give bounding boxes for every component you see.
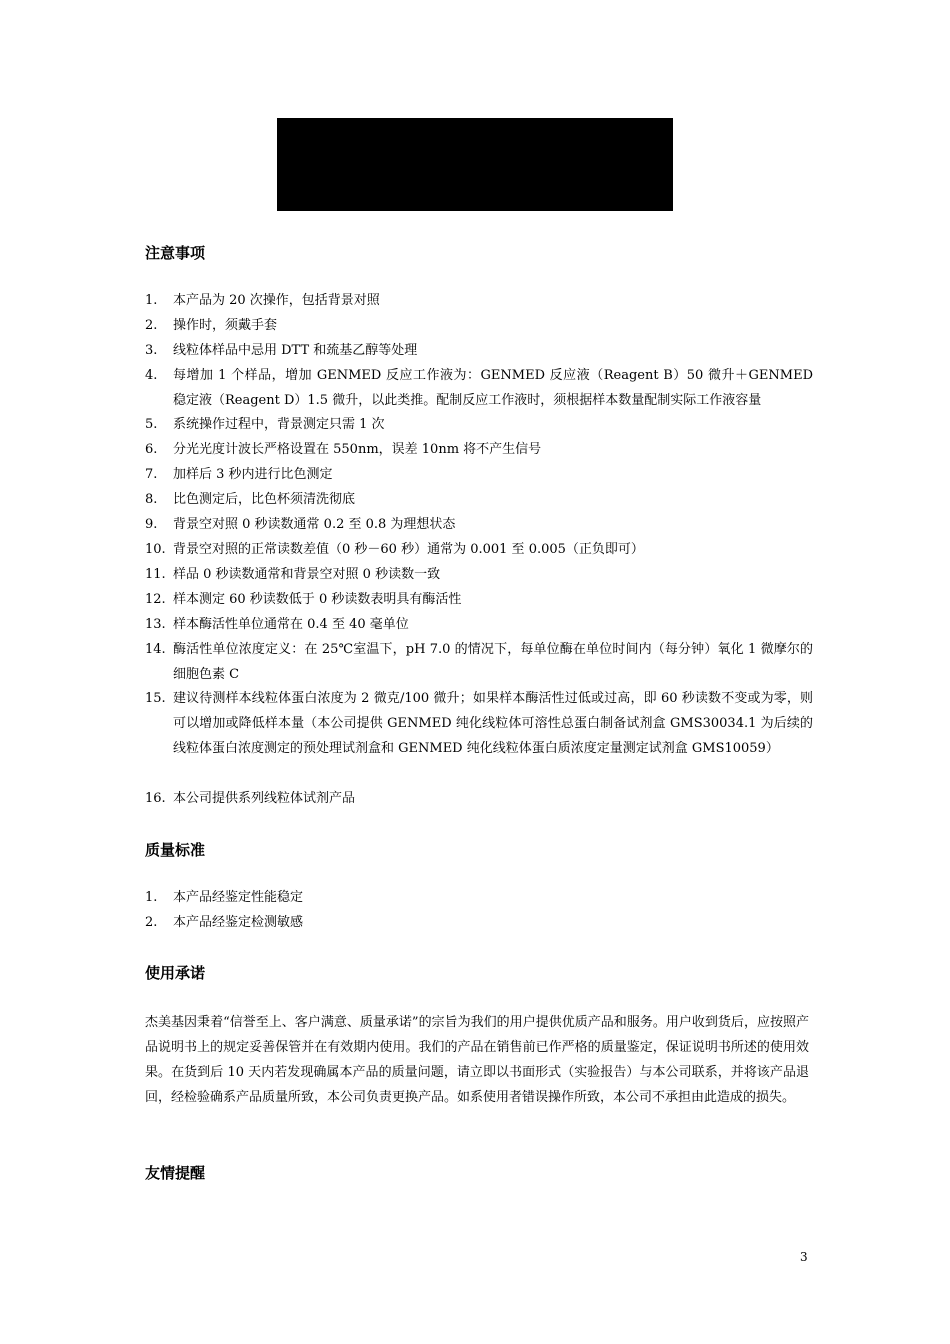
item-number: 3.	[145, 343, 158, 358]
section-heading-commitment: 使用承诺	[145, 964, 206, 982]
section-heading-quality: 质量标准	[145, 841, 206, 859]
item-number: 6.	[145, 442, 158, 457]
item-text: 样本测定 60 秒读数低于 0 秒读数表明具有酶活性	[173, 592, 462, 607]
section-heading-reminder: 友情提醒	[145, 1164, 206, 1182]
item-text: 比色测定后，比色杯须清洗彻底	[173, 492, 356, 507]
item-text: 本公司提供系列线粒体试剂产品	[173, 791, 356, 806]
item-number: 10.	[145, 542, 166, 557]
item-text: 建议待测样本线粒体蛋白浓度为 2 微克/100 微升；如果样本酶活性过低或过高，即 60 秒读数不变或为零，则可以增加或降低样本量（本公司提供 GENMED 纯化线粒体可溶性总蛋白制备试剂盒 GMS30034.1 为后续的线粒体蛋白浓度测定的预处理试剂盒和 GENMED 纯化线粒体蛋白质浓度定量测定试剂盒 GMS10059）	[173, 691, 813, 756]
item-number: 2.	[145, 915, 158, 930]
item-number: 12.	[145, 592, 166, 607]
redacted-header-block	[277, 118, 673, 211]
item-number: 8.	[145, 492, 158, 507]
item-text: 加样后 3 秒内进行比色测定	[173, 467, 333, 482]
item-number: 15.	[145, 691, 166, 706]
section-heading-notes: 注意事项	[145, 244, 206, 262]
item-text: 背景空对照的正常读数差值（0 秒－60 秒）通常为 0.001 至 0.005（正负即可）	[173, 542, 644, 557]
item-text: 操作时，须戴手套	[173, 318, 278, 333]
item-text: 样本酶活性单位通常在 0.4 至 40 毫单位	[173, 617, 409, 632]
item-text: 背景空对照 0 秒读数通常 0.2 至 0.8 为理想状态	[173, 517, 456, 532]
item-number: 1.	[145, 293, 158, 308]
item-text: 分光光度计波长严格设置在 550nm，误差 10nm 将不产生信号	[173, 442, 542, 457]
item-number: 9.	[145, 517, 158, 532]
item-text: 每增加 1 个样品，增加 GENMED 反应工作液为：GENMED 反应液（Reagent B）50 微升＋GENMED 稳定液（Reagent D）1.5 微升，以此类推。配制反应工作液时，须根据样本数量配制实际工作液容量	[173, 368, 813, 408]
item-number: 5.	[145, 417, 158, 432]
item-number: 14.	[145, 642, 166, 657]
item-number: 13.	[145, 617, 166, 632]
item-text: 线粒体样品中忌用 DTT 和巯基乙醇等处理	[173, 343, 418, 358]
item-number: 1.	[145, 890, 158, 905]
item-number: 11.	[145, 567, 166, 582]
item-number: 4.	[145, 368, 158, 383]
item-number: 7.	[145, 467, 158, 482]
item-text: 酶活性单位浓度定义：在 25℃室温下，pH 7.0 的情况下，每单位酶在单位时间内（每分钟）氧化 1 微摩尔的细胞色素 C	[173, 642, 813, 682]
commitment-paragraph: 杰美基因秉着“信誉至上、客户满意、质量承诺”的宗旨为我们的用户提供优质产品和服务。用户收到货后，应按照产品说明书上的规定妥善保管并在有效期内使用。我们的产品在销售前已作严格的质量鉴定，保证说明书所述的使用效果。在货到后 10 天内若发现确属本产品的质量问题，请立即以书面形式（实验报告）与本公司联系，并将该产品退回，经检验确系产品质量所致，本公司负责更换产品。如系使用者错误操作所致，本公司不承担由此造成的损失。	[145, 1015, 809, 1105]
item-text: 样品 0 秒读数通常和背景空对照 0 秒读数一致	[173, 567, 441, 582]
item-text: 本产品经鉴定性能稳定	[173, 890, 304, 905]
item-number: 16.	[145, 791, 166, 806]
item-text: 系统操作过程中，背景测定只需 1 次	[173, 417, 385, 432]
item-text: 本产品经鉴定检测敏感	[173, 915, 304, 930]
item-text: 本产品为 20 次操作，包括背景对照	[173, 293, 380, 308]
page-number: 3	[800, 1250, 808, 1264]
item-number: 2.	[145, 318, 158, 333]
